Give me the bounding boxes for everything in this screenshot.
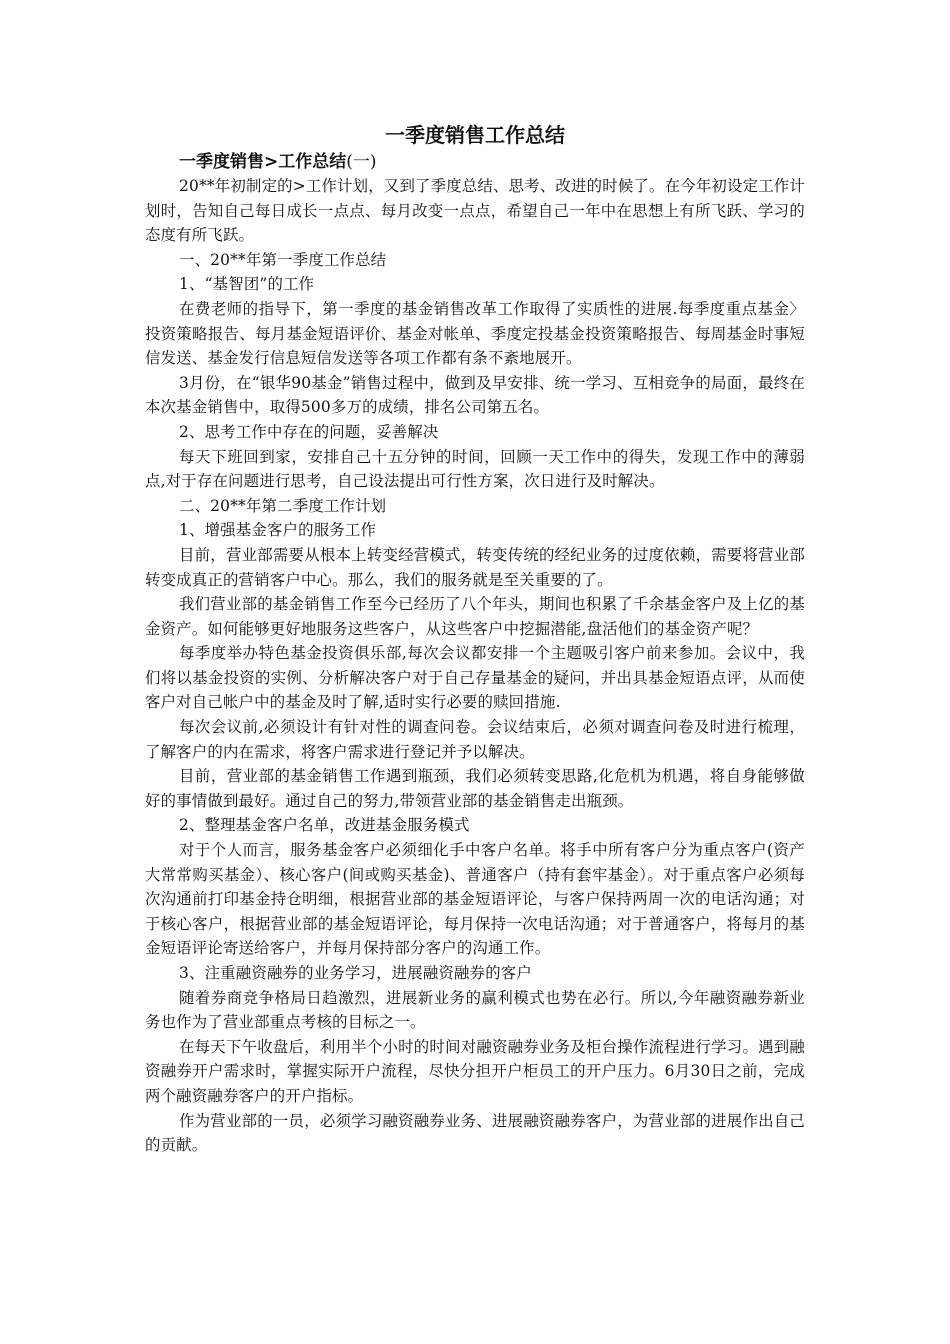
subsection-heading: 1、增强基金客户的服务工作 — [179, 521, 377, 540]
section-heading: 一、20**年第一季度工作总结 — [179, 250, 387, 269]
paragraph: 每季度举办特色基金投资俱乐部,每次会议都安排一个主题吸引客户前来参加。会议中，我们将以基金投资的实例、分析解决客户对于自己存量基金的疑问，并出具基金短语点评，从而使客户对自己帐户中的基金及时了解,适时实行必要的赎回措施. — [145, 644, 805, 712]
paragraph: 随着券商竞争格局日趋激烈，进展新业务的赢利模式也势在必行。所以,今年融资融券新业务也作为了营业部重点考核的目标之一。 — [145, 988, 805, 1032]
subsection-heading: 1、“基智团”的工作 — [179, 275, 315, 294]
document-body — [145, 122, 805, 1158]
paragraph: 在费老师的指导下，第一季度的基金销售改革工作取得了实质性的进展.每季度重点基金〉投资策略报告、每月基金短语评价、基金对帐单、季度定投基金投资策略报告、每周基金时事短信发送、基金发行信息短信发送等各项工作都有条不紊地展开。 — [145, 299, 805, 368]
section-heading: 二、20**年第二季度工作计划 — [179, 496, 387, 515]
subsection-heading: 3、注重融资融券的业务学习，进展融资融券的客户 — [179, 964, 532, 982]
paragraph: 我们营业部的基金销售工作至今已经历了八个年头，期间也积累了千余基金客户及上亿的基金资产。如何能够更好地服务这些客户，从这些客户中挖掘潜能,盘活他们的基金资产呢？ — [145, 595, 805, 638]
section-subtitle — [145, 150, 805, 174]
paragraph: 每天下班回到家，安排自己十五分钟的时间，回顾一天工作中的得失，发现工作中的薄弱点,对于存在问题进行思考，自己设法提出可行性方案，次日进行及时解决。 — [145, 447, 805, 491]
paragraph: 每次会议前,必须设计有针对性的调查问卷。会议结束后，必须对调查问卷及时进行梳理，了解客户的内在需求，将客户需求进行登记并予以解决。 — [145, 718, 805, 761]
subsection-heading: 2、思考工作中存在的问题，妥善解决 — [179, 422, 439, 441]
paragraph: 3月份，在“银华90基金”销售过程中，做到及早安排、统一学习、互相竞争的局面，最终在本次基金销售中，取得500多万的成绩，排名公司第五名。 — [145, 373, 805, 417]
paragraph: 在每天下午收盘后，利用半个小时的时间对融资融券业务及柜台操作流程进行学习。遇到融资融券开户需求时，掌握实际开户流程，尽快分担开户柜员工的开户压力。6月30日之前，完成两个融资融券客户的开户指标。 — [145, 1037, 805, 1105]
paragraph: 目前，营业部的基金销售工作遇到瓶颈，我们必须转变思路,化危机为机遇，将自身能够做好的事情做到最好。通过自己的努力,带领营业部的基金销售走出瓶颈。 — [145, 767, 805, 810]
subsection-heading: 2、整理基金客户名单，改进基金服务模式 — [179, 816, 470, 835]
paragraph: 20**年初制定的>工作计划，又到了季度总结、思考、改进的时候了。在今年初设定工作计划时，告知自己每日成长一点点、每月改变一点点，希望自己一年中在思想上有所飞跃、学习的态度有所飞跃。 — [145, 177, 805, 245]
subtitle-suffix: (一) — [346, 152, 377, 172]
paragraph: 对于个人而言，服务基金客户必须细化手中客户名单。将手中所有客户分为重点客户(资产大常常购买基金）、核心客户(间或购买基金)、普通客户（持有套牢基金）。对于重点客户必须每次沟通前打印基金持仓明细，根据营业部的基金短语评论，与客户保持两周一次的电话沟通；对于核心客户，根据营业部的基金短语评论，每月保持一次电话沟通；对于普通客户，将每月的基金短语评论寄送给客户，并每月保持部分客户的沟通工作。 — [145, 841, 805, 958]
paragraph: 作为营业部的一员，必须学习融资融券业务、进展融资融券客户，为营业部的进展作出自己的贡献。 — [145, 1111, 805, 1155]
subtitle-bold-text: 一季度销售>工作总结 — [179, 152, 347, 172]
paragraph: 目前，营业部需要从根本上转变经营模式，转变传统的经纪业务的过度依赖，需要将营业部转变成真正的营销客户中心。那么，我们的服务就是至关重要的了。 — [145, 545, 805, 589]
document-title: 一季度销售工作总结 — [385, 123, 565, 147]
